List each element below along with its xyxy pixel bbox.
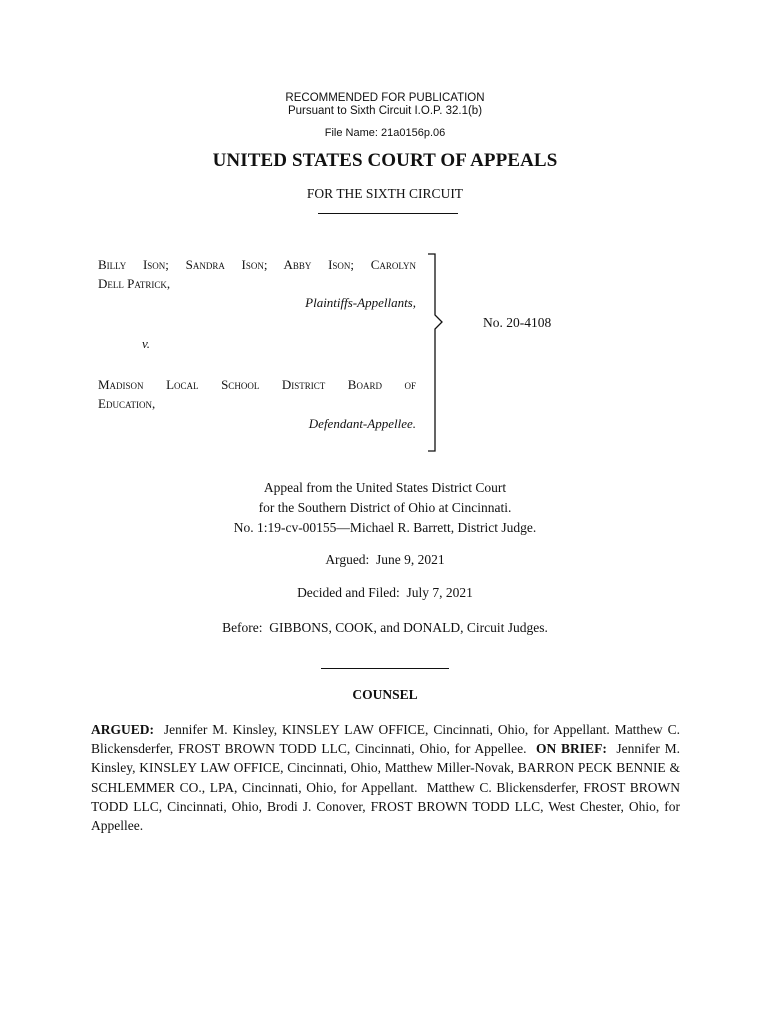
on-brief-label: ON BRIEF:	[536, 741, 607, 757]
circuit-name: FOR THE SIXTH CIRCUIT	[306, 186, 464, 201]
defendant-name-continued: Education,	[98, 396, 156, 411]
recommended-line: RECOMMENDED FOR PUBLICATION	[285, 92, 485, 104]
decided-date: Decided and Filed: July 7, 2021	[297, 585, 473, 600]
counsel-divider	[321, 668, 449, 669]
file-name: File Name: 21a0156p.06	[324, 127, 446, 139]
appeal-line-1: Appeal from the United States District Court	[263, 480, 507, 495]
brief-counsel: Jennifer M. Kinsley, KINSLEY LAW OFFICE, Cincinnati, Ohio, Matthew Miller-Novak, BARRON PECK BENNIE & SCHLEMMER CO., LPA, Cincinnati, Ohio, for Appellant. Matthew C. Blickensderfer, FROST BROWN TODD LLC, Cincinnati, Ohio, Brodi J. Conover, FROST BROWN TODD LLC, West Chester, Ohio, for Appellee.	[91, 741, 684, 834]
argued-counsel: Jennifer M. Kinsley, KINSLEY LAW OFFICE, Cincinnati, Ohio, for Appellant. Matthew C. Blickensderfer, FROST BROWN TODD LLC, Cincinnati, Ohio, for Appellee.	[91, 722, 684, 757]
argued-label: ARGUED:	[91, 722, 154, 737]
counsel-heading: COUNSEL	[352, 687, 418, 702]
appeal-info	[0, 478, 770, 538]
plaintiffs-role: Plaintiffs-Appellants,	[305, 295, 416, 310]
case-number: No. 20-4108	[483, 315, 552, 330]
defendant-name: Madison Local School District Board of	[98, 377, 416, 392]
appeal-line-3: No. 1:19-cv-00155—Michael R. Barrett, District Judge.	[233, 520, 537, 535]
plaintiffs-names-continued: Dell Patrick,	[98, 276, 171, 291]
title-divider	[318, 213, 458, 214]
pursuant-line: Pursuant to Sixth Circuit I.O.P. 32.1(b)	[287, 105, 483, 117]
court-title: UNITED STATES COURT OF APPEALS	[212, 150, 558, 171]
defendant-role: Defendant-Appellee.	[308, 416, 416, 431]
counsel-paragraph	[91, 720, 684, 835]
argued-date: Argued: June 9, 2021	[325, 552, 445, 567]
publication-notice	[0, 92, 770, 118]
plaintiffs-names: Billy Ison; Sandra Ison; Abby Ison; Carolyn	[98, 257, 416, 272]
caption-bracket	[428, 253, 444, 453]
versus: v.	[142, 336, 151, 351]
appeal-line-2: for the Southern District of Ohio at Cincinnati.	[258, 500, 512, 515]
panel-judges: Before: GIBBONS, COOK, and DONALD, Circuit Judges.	[222, 620, 548, 635]
